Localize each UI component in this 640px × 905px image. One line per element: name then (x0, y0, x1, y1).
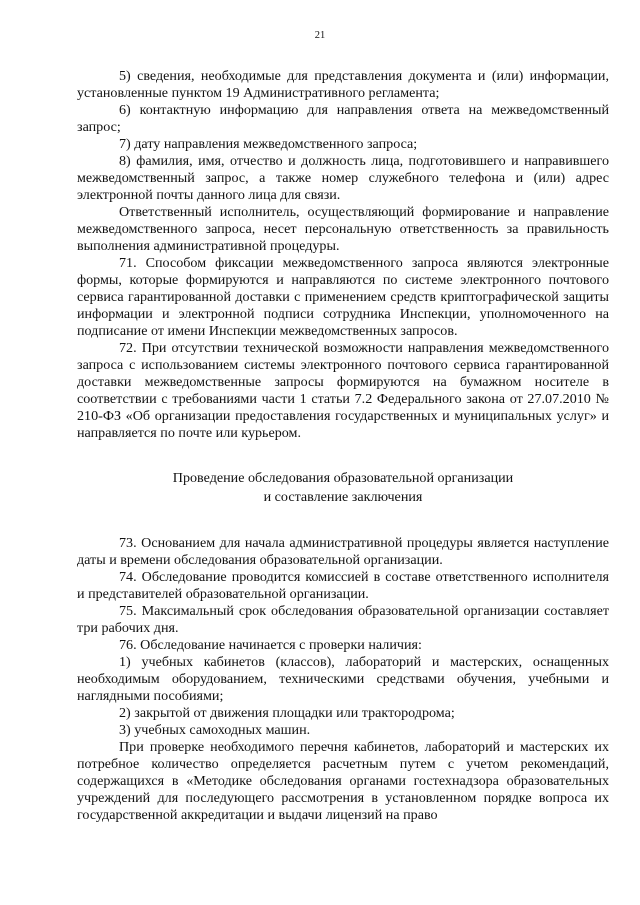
document-body (77, 68, 609, 824)
paragraph-76-item-3: 3) учебных самоходных машин. (119, 722, 311, 738)
paragraph-74: 74. Обследование проводится комиссией в составе ответственного исполнителя и представителей образовательной организации. (77, 569, 609, 602)
paragraph-73: 73. Основанием для начала административной процедуры является наступление даты и времени обследования образовательной организации. (77, 535, 609, 568)
section-heading-line-2: и составление заключения (263, 489, 423, 505)
paragraph-responsibility: Ответственный исполнитель, осуществляющий формирование и направление межведомственного запроса, несет персональную ответственность за правильность выполнения административной процедуры. (77, 204, 609, 254)
section-heading (77, 469, 609, 507)
paragraph-76-item-2: 2) закрытой от движения площадки или трактородрома; (119, 705, 455, 721)
paragraph-72: 72. При отсутствии технической возможности направления межведомственного запроса с использованием системы электронного почтового сервиса гарантированной доставки межведомственные запросы формируются на бумажном носителе в соответствии с требованиями части 1 статьи 7.2 Федерального закона от 27.07.2010 № 210-ФЗ «Об организации предоставления государственных и муниципальных услуг» и направляется по почте или курьером. (77, 340, 609, 441)
paragraph-76-item-1: 1) учебных кабинетов (классов), лабораторий и мастерских, оснащенных необходимым оборудованием, техническими средствами обучения, учебными и наглядными пособиями; (77, 654, 609, 704)
paragraph-item-7: 7) дату направления межведомственного запроса; (119, 136, 418, 152)
paragraph-item-5: 5) сведения, необходимые для представления документа и (или) информации, установленные пунктом 19 Административного регламента; (77, 68, 609, 101)
page-number: 21 (314, 30, 326, 41)
paragraph-75: 75. Максимальный срок обследования образовательной организации составляет три рабочих дня. (77, 603, 609, 636)
paragraph-methodology: При проверке необходимого перечня кабинетов, лабораторий и мастерских их потребное количество определяется расчетным путем с учетом рекомендаций, содержащихся в «Методике обследования органами гостехнадзора образовательных учреждений для последующего рассмотрения в установленном порядке вопроса их государственной аккредитации и выдачи лицензий на право (77, 739, 609, 823)
paragraph-item-8: 8) фамилия, имя, отчество и должность лица, подготовившего и направившего межведомственный запрос, а также номер служебного телефона и (или) адрес электронной почты данного лица для связи. (77, 153, 609, 203)
paragraph-item-6: 6) контактную информацию для направления ответа на межведомственный запрос; (77, 102, 609, 135)
paragraph-71: 71. Способом фиксации межведомственного запроса являются электронные формы, которые формируются и направляются по системе электронного почтового сервиса гарантированной доставки с применением средств криптографической защиты информации и электронной подписи сотрудника Инспекции, уполномоченного на подписание от имени Инспекции межведомственных запросов. (77, 255, 609, 339)
section-heading-line-1: Проведение обследования образовательной организации (172, 470, 514, 486)
paragraph-76: 76. Обследование начинается с проверки наличия: (119, 637, 422, 653)
